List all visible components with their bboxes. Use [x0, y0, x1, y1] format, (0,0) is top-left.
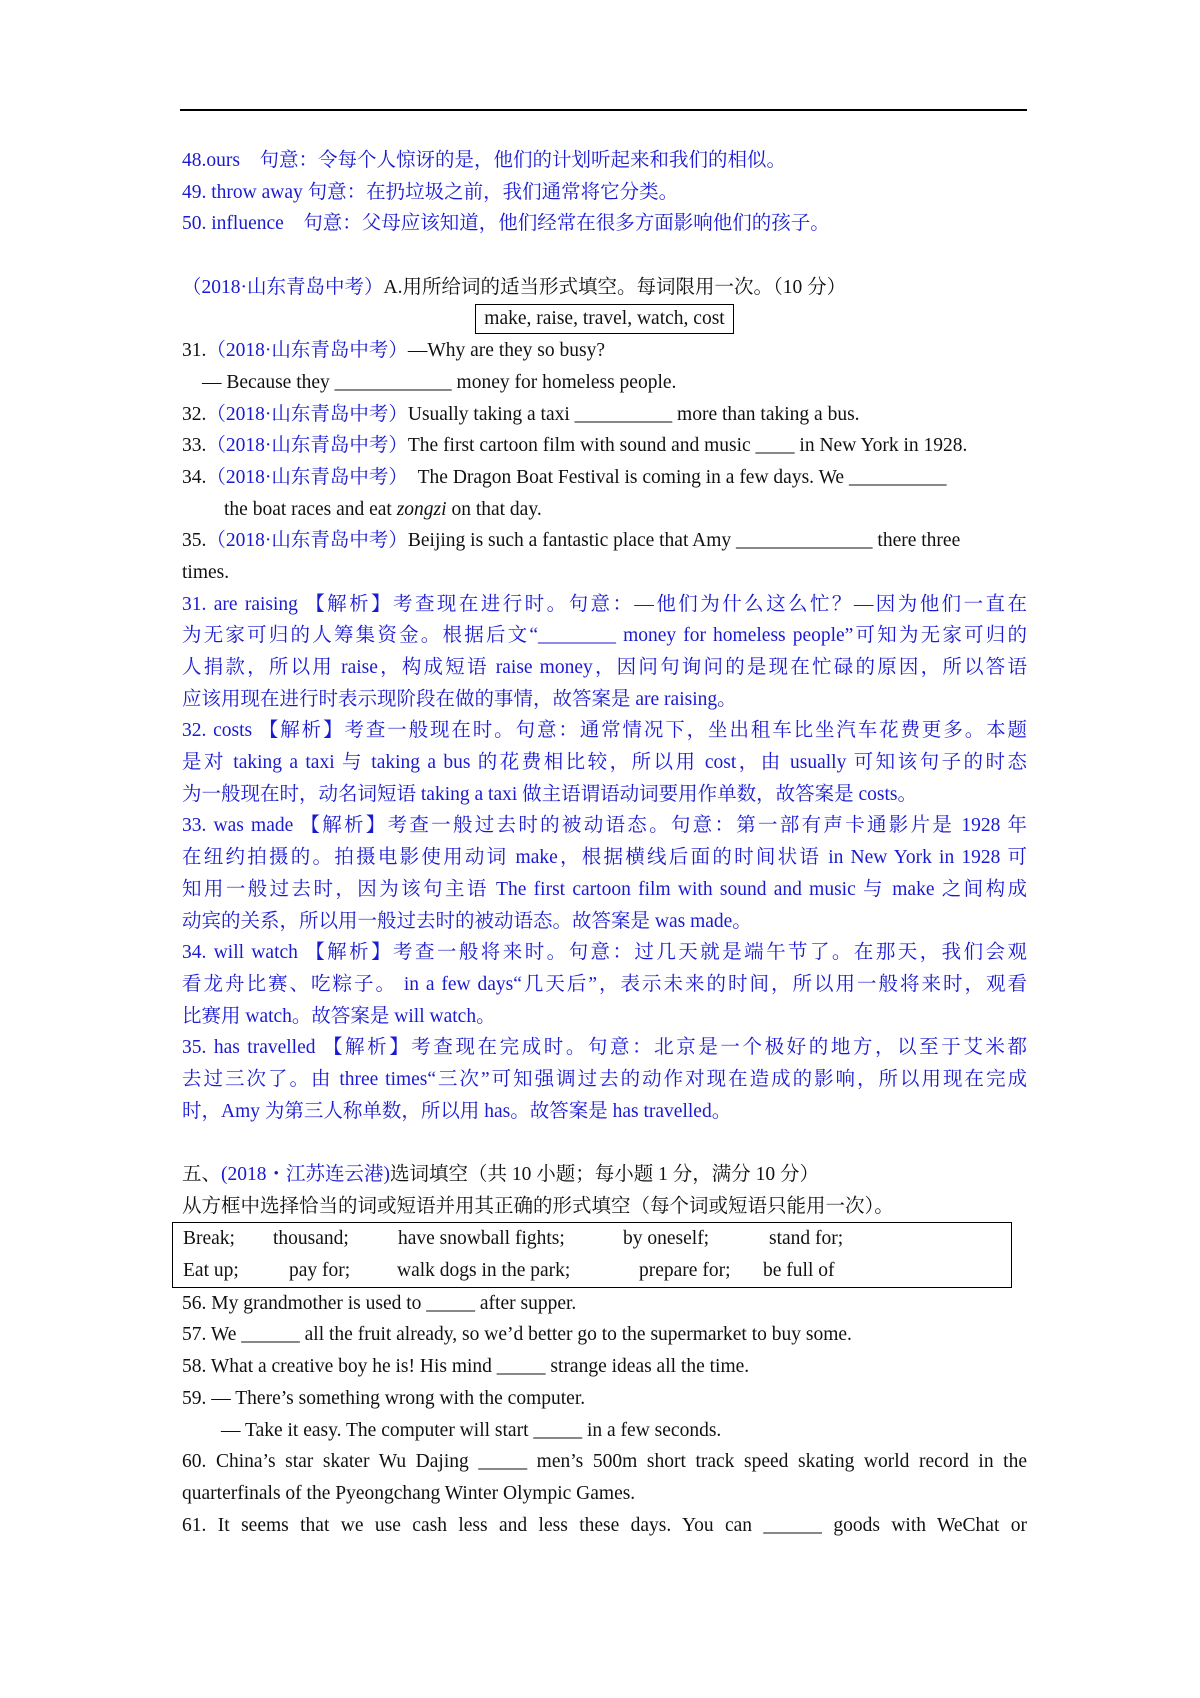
explanation-line: 34. will watch 【解析】考查一般将来时。句意：过几天就是端午节了。在那天，我们会观: [182, 942, 1027, 964]
section-a-heading: （2018·山东青岛中考）A.用所给词的适当形式填空。每词限用一次。（10 分）: [182, 276, 847, 298]
word-bank-row: [173, 1223, 1011, 1255]
word-bank-item: thousand;: [273, 1228, 349, 1250]
word-bank-row: [173, 1255, 1011, 1287]
explanation-line: 动宾的关系，所以用一般过去时的被动语态。故答案是 was made。: [182, 910, 752, 932]
question-57: 57. We ______ all the fruit already, so we’d better go to the supermarket to buy some.: [182, 1324, 852, 1346]
question-34-line2: the boat races and eat zongzi on that day.: [224, 498, 542, 520]
explanation-line: 人捐款，所以用 raise，构成短语 raise money，因问句询问的是现在忙碌的原因，所以答语: [182, 657, 1027, 678]
section-5-instruction: 从方框中选择恰当的词或短语并用其正确的形式填空（每个词或短语只能用一次）。: [182, 1195, 894, 1217]
word-bank-item: be full of: [763, 1260, 835, 1282]
explanation-line: 33. was made 【解析】考查一般过去时的被动语态。句意：第一部有声卡通影片是 1928 年: [182, 815, 1027, 837]
question-35-line2: times.: [182, 561, 230, 583]
question-31: 31.（2018·山东青岛中考）—Why are they so busy?: [182, 340, 605, 362]
question-35: 35.（2018·山东青岛中考）Beijing is such a fantastic place that Amy ______________ there three: [182, 530, 961, 552]
header-rule: [180, 109, 1027, 111]
question-31-answer-line: — Because they ____________ money for homeless people.: [202, 371, 677, 393]
word-box-row: [182, 303, 1027, 335]
explanation-line: 看龙舟比赛、吃粽子。 in a few days“几天后”，表示未来的时间，所以用一般将来时，观看: [182, 973, 1027, 995]
word-bank-box: [172, 1222, 1012, 1287]
question-56: 56. My grandmother is used to _____ after supper.: [182, 1292, 577, 1314]
explanation-line: 在纽约拍摄的。拍摄电影使用动词 make，根据横线后面的时间状语 in New York in 1928 可: [182, 847, 1027, 869]
question-60: 60. China’s star skater Wu Dajing _____ men’s 500m short track speed skating world record in the: [182, 1451, 1027, 1473]
word-bank-item: stand for;: [769, 1228, 844, 1250]
word-bank-item: prepare for;: [639, 1260, 731, 1282]
word-box: make, raise, travel, watch, cost: [475, 304, 733, 334]
explanation-line: 32. costs 【解析】考查一般现在时。句意：通常情况下，坐出租车比坐汽车花费更多。本题: [182, 720, 1027, 742]
question-59: 59. — There’s something wrong with the computer.: [182, 1387, 586, 1409]
page-content: [182, 145, 1027, 1541]
answer-50: 50. influence 句意：父母应该知道，他们经常在很多方面影响他们的孩子。: [182, 213, 830, 235]
word-bank-item: walk dogs in the park;: [397, 1260, 571, 1282]
explanation-line: 时，Amy 为第三人称单数，所以用 has。故答案是 has travelled。: [182, 1100, 732, 1122]
question-34: 34.（2018·山东青岛中考） The Dragon Boat Festival is coming in a few days. We __________: [182, 466, 947, 488]
word-bank-item: Eat up;: [183, 1260, 239, 1282]
explanation-line: 为无家可归的人筹集资金。根据后文“________ money for homeless people”可知为无家可归的: [182, 625, 1027, 647]
answer-48: 48.ours 句意：令每个人惊讶的是，他们的计划听起来和我们的相似。: [182, 150, 786, 171]
explanation-line: 31. are raising 【解析】考查现在进行时。句意：—他们为什么这么忙？—因为他们一直在: [182, 593, 1027, 615]
explanation-line: 35. has travelled 【解析】考查现在完成时。句意：北京是一个极好的地方，以至于艾米都: [182, 1037, 1027, 1059]
question-58: 58. What a creative boy he is! His mind _____ strange ideas all the time.: [182, 1356, 750, 1378]
word-bank-item: pay for;: [289, 1260, 351, 1282]
explanation-line: 是对 taking a taxi 与 taking a bus 的花费相比较，所以用 cost，由 usually 可知该句子的时态: [182, 752, 1027, 774]
explanation-line: 知用一般过去时，因为该句主语 The first cartoon film with sound and music 与 make 之间构成: [182, 878, 1027, 900]
question-60-line2: quarterfinals of the Pyeongchang Winter Olympic Games.: [182, 1482, 636, 1504]
explanation-line: 比赛用 watch。故答案是 will watch。: [182, 1005, 496, 1027]
question-61: 61. It seems that we use cash less and less these days. You can ______ goods with WeChat or: [182, 1514, 1027, 1536]
explanation-line: 为一般现在时，动名词短语 taking a taxi 做主语谓语动词要用作单数，故答案是 costs。: [182, 783, 918, 805]
explanation-line: 去过三次了。由 three times“三次”可知强调过去的动作对现在造成的影响，所以用现在完成: [182, 1068, 1027, 1090]
answer-49: 49. throw away 句意：在扔垃圾之前，我们通常将它分类。: [182, 181, 679, 203]
question-59-reply: — Take it easy. The computer will start _____ in a few seconds.: [182, 1419, 722, 1441]
explanation-line: 应该用现在进行时表示现阶段在做的事情，故答案是 are raising。: [182, 688, 737, 710]
word-bank-item: Break;: [183, 1228, 235, 1250]
word-bank-item: by oneself;: [623, 1228, 710, 1250]
question-32: 32.（2018·山东青岛中考）Usually taking a taxi __________ more than taking a bus.: [182, 403, 860, 425]
word-bank-item: have snowball fights;: [398, 1228, 565, 1250]
section-5-heading: 五、(2018・江苏连云港)选词填空（共 10 小题；每小题 1 分，满分 10 分）: [182, 1164, 820, 1185]
question-33: 33.（2018·山东青岛中考）The first cartoon film with sound and music ____ in New York in 1928.: [182, 435, 968, 457]
